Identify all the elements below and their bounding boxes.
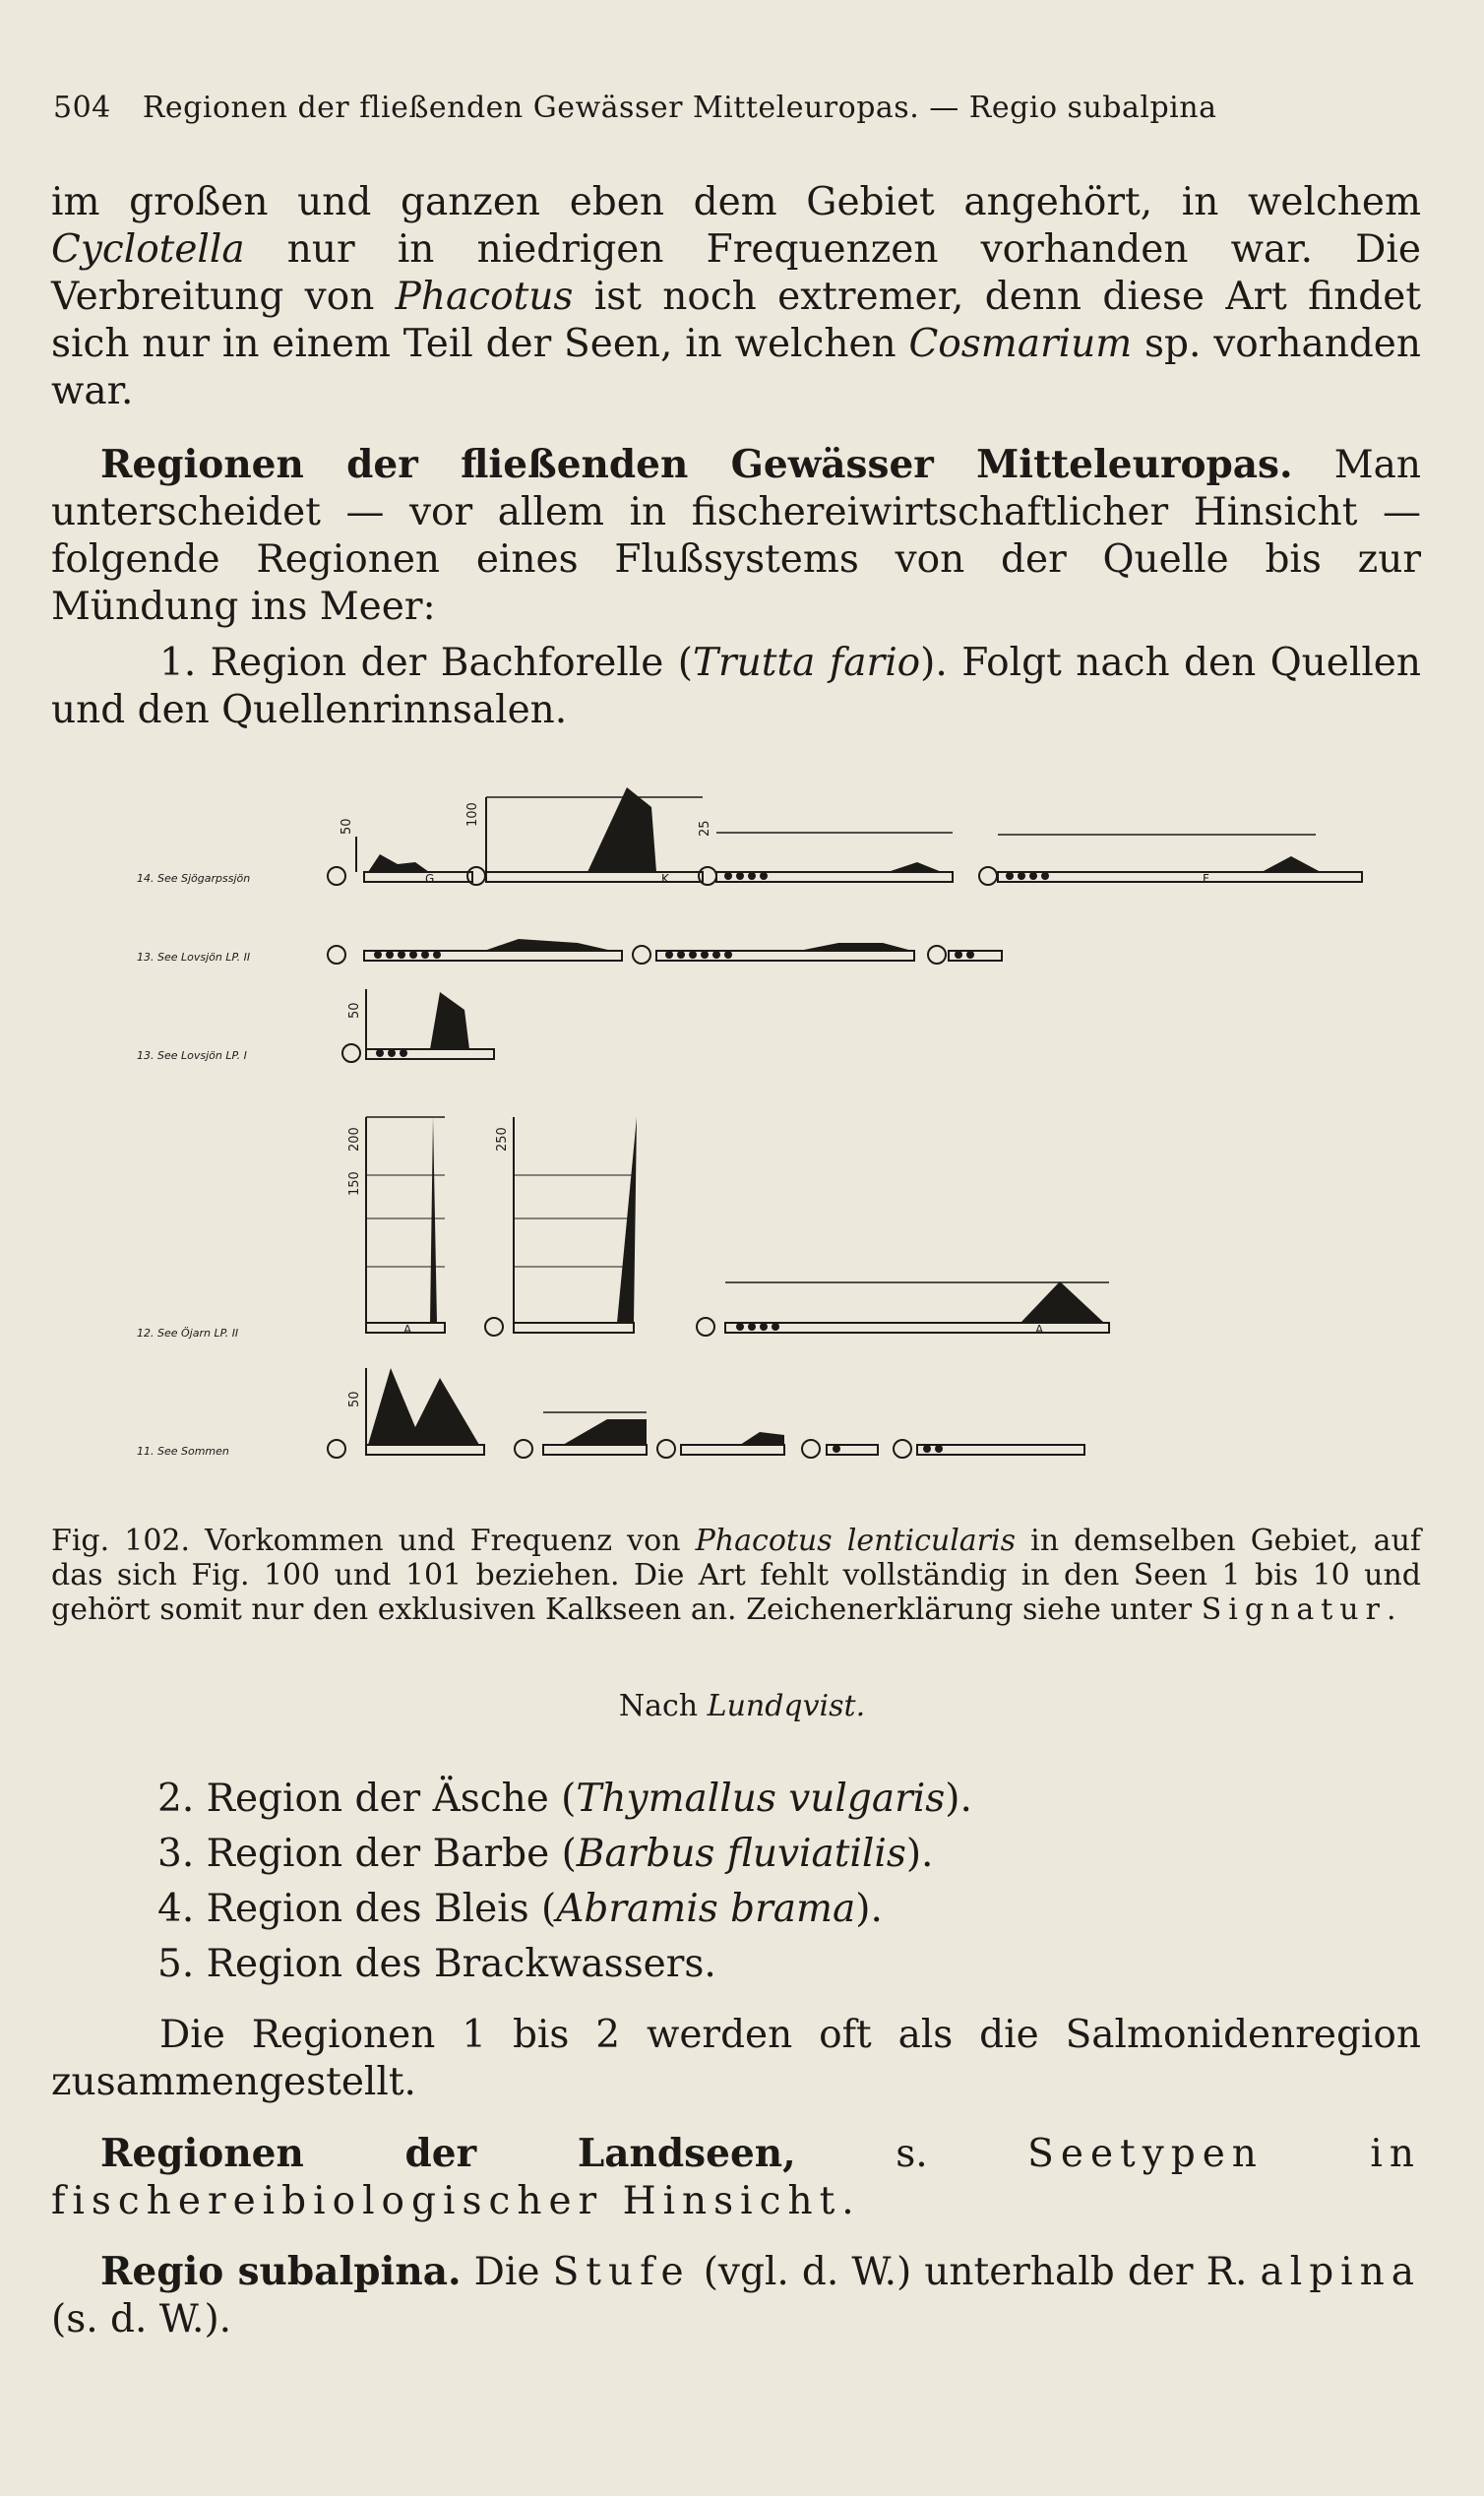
text: ist noch extremer, denn diese Art findet sich nur in einem Teil der Seen, in welchen bbox=[51, 275, 1421, 366]
figure-source bbox=[0, 1689, 1484, 1723]
entry-heading: Regionen der fließenden Gewässer Mitteleuropas. bbox=[100, 442, 1293, 487]
zone-letter: A bbox=[1035, 1323, 1044, 1337]
axis-tick: 50 bbox=[340, 818, 354, 835]
row-label: 13. See Lovsjön LP. I bbox=[137, 1049, 247, 1062]
figure-102 bbox=[51, 778, 1209, 1496]
spaced-term: Stufe bbox=[552, 2250, 691, 2294]
zone-letter: G bbox=[425, 872, 435, 886]
entry-heading: Regionen der Landseen, bbox=[100, 2131, 796, 2176]
list-item-1 bbox=[51, 640, 1421, 734]
running-header bbox=[53, 91, 1431, 125]
text: . bbox=[841, 2179, 854, 2223]
text: nur in niedrigen Frequenzen vorhanden war. Die Verbreitung von bbox=[51, 227, 1421, 319]
taxon-name: Phacotus lenticularis bbox=[695, 1524, 1017, 1558]
paragraph-cyclotella bbox=[51, 179, 1421, 415]
text: (vgl. d. W.) unterhalb der R. bbox=[690, 2250, 1261, 2294]
text: Die Regionen 1 bis 2 werden oft als die Salmonidenregion zusammengestellt. bbox=[51, 2013, 1421, 2104]
text: . bbox=[1386, 1592, 1396, 1627]
figure-caption bbox=[51, 1524, 1421, 1627]
list-item bbox=[157, 1772, 972, 1827]
text: ). bbox=[905, 1832, 934, 1876]
paragraph-regio-subalpina bbox=[51, 2248, 1421, 2343]
text: Man unterscheidet — vor allem in fischereiwirtschaftlicher Hinsicht — folgende Regionen eines Flußsystems von der Quelle bis zur Mündung ins Meer: bbox=[51, 443, 1421, 629]
taxon-name: Thymallus vulgaris bbox=[576, 1777, 946, 1821]
text: ). Folgt nach den Quellen und den Quellenrinnsalen. bbox=[51, 641, 1422, 732]
paragraph-landseen bbox=[51, 2130, 1421, 2225]
page-number: 504 bbox=[53, 91, 111, 125]
text: ). bbox=[945, 1777, 972, 1821]
text: sp. vorhanden war. bbox=[51, 322, 1421, 413]
text: 1. Region der Bachforelle ( bbox=[159, 641, 694, 685]
axis-tick: 250 bbox=[495, 1127, 510, 1152]
axis-tick: 50 bbox=[347, 1391, 362, 1407]
paragraph-salmoniden bbox=[51, 2012, 1421, 2106]
text: 2. Region der Äsche ( bbox=[157, 1777, 577, 1821]
text: in demselben Gebiet, auf das sich Fig. 100 und 101 beziehen. Die Art fehlt vollständig in den Seen 1 bis 10 und gehört somit nur den exklusiven Kalkseen an. Zeichenerklärung siehe unter bbox=[51, 1524, 1421, 1627]
taxon-name: Cyclotella bbox=[51, 227, 245, 272]
running-title: Regionen der fließenden Gewässer Mitteleuropas. — Regio subalpina bbox=[142, 91, 1217, 125]
zone-letter: F bbox=[1203, 872, 1209, 886]
axis-tick: 50 bbox=[347, 1002, 362, 1019]
taxon-name: Barbus fluviatilis bbox=[576, 1832, 906, 1876]
list-item bbox=[157, 1882, 972, 1937]
frequency-diagram bbox=[51, 778, 1209, 1496]
taxon-name: Trutta fario bbox=[693, 641, 921, 685]
text: 5. Region des Brackwassers. bbox=[157, 1942, 716, 1986]
axis-tick: 200 bbox=[347, 1127, 362, 1152]
axis-tick: 25 bbox=[698, 820, 712, 837]
list-item bbox=[157, 1937, 972, 1992]
spaced-term: Seetypen in fischereibiologischer Hinsicht bbox=[51, 2132, 1421, 2223]
axis-tick: 100 bbox=[465, 802, 480, 827]
taxon-name: Abramis brama bbox=[556, 1887, 856, 1931]
author-name: Lundqvist. bbox=[707, 1689, 866, 1723]
text: ). bbox=[855, 1887, 883, 1931]
paragraph-regionen-fliessend bbox=[51, 441, 1421, 631]
list-item bbox=[157, 1827, 972, 1882]
taxon-name: Cosmarium bbox=[908, 322, 1133, 366]
zone-letter: K bbox=[661, 872, 669, 886]
text: im großen und ganzen eben dem Gebiet angehört, in welchem bbox=[51, 180, 1421, 224]
text: 4. Region des Bleis ( bbox=[157, 1887, 557, 1931]
row-label: 11. See Sommen bbox=[137, 1445, 229, 1458]
text: Fig. 102. Vorkommen und Frequenz von bbox=[51, 1524, 696, 1558]
text: (s. d. W.). bbox=[51, 2297, 232, 2341]
entry-heading: Regio subalpina. bbox=[100, 2249, 462, 2294]
taxon-name: Phacotus bbox=[395, 275, 574, 319]
text: 3. Region der Barbe ( bbox=[157, 1832, 577, 1876]
text: Nach bbox=[618, 1689, 708, 1723]
spaced-term: alpina bbox=[1260, 2250, 1422, 2294]
region-list bbox=[157, 1772, 972, 1992]
row-label: 13. See Lovsjön LP. II bbox=[137, 951, 251, 964]
text: s. bbox=[795, 2132, 1028, 2176]
text: Die bbox=[461, 2250, 553, 2294]
row-label: 14. See Sjögarpssjön bbox=[137, 872, 251, 885]
axis-tick: 150 bbox=[347, 1171, 362, 1196]
spaced-term: Signatur bbox=[1201, 1592, 1387, 1627]
row-label: 12. See Öjarn LP. II bbox=[137, 1327, 239, 1340]
zone-letter: A bbox=[403, 1323, 412, 1337]
